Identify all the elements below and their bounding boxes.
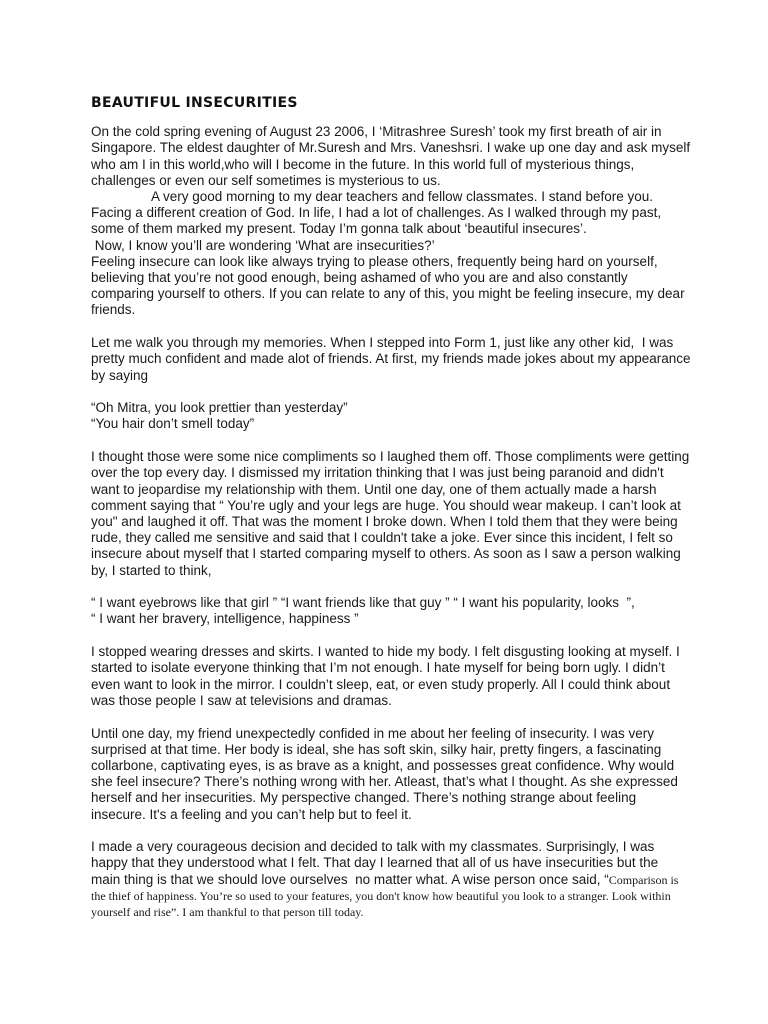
- paragraph-greeting: A very good morning to my dear teachers and fellow classmates. I stand before you. Facing a different creation of God. In life, I had a lot of challenges. As I walked through my past, some of them marked my present. Today I’m gonna talk about ‘beautiful insecures’.: [91, 189, 665, 237]
- paragraph-memories: Let me walk you through my memories. When I stepped into Form 1, just like any other kid, I was pretty much confident and made alot of friends. At first, my friends made jokes about my appearance by saying: [91, 335, 695, 383]
- paragraph-compliments: I thought those were some nice compliments so I laughed them off. Those compliments were getting over the top every day. I dismissed my irritation thinking that I was just being paranoid and didn't want to jeopardise my relationship with them. Until one day, one of them actually made a harsh comment saying that “ You’re ugly and your legs are huge. You should wear makeup. I can’t look at you" and laughed it off. That was the moment I broke down. When I told them that they were being rude, they called me sensitive and said that I couldn't take a joke. Ever since this incident, I felt so insecure about myself that I started comparing myself to others. As soon as I saw a person walking by, I started to think,: [91, 449, 694, 578]
- paragraph-conclusion: [91, 839, 691, 920]
- paragraph-gap: [91, 709, 691, 726]
- paragraph-intro: On the cold spring evening of August 23 2006, I ‘Mitrashree Suresh’ took my first breath of air in Singapore. The eldest daughter of Mr.Suresh and Mrs. Vaneshsri. I wake up one day and ask myself who am I in this world,who will I become in the future. In this world full of mysterious things, challenges or even our self sometimes is mysterious to us.: [91, 124, 694, 188]
- paragraph-isolation: I stopped wearing dresses and skirts. I wanted to hide my body. I felt disgusting looking at myself. I started to isolate everyone thinking that I’m not enough. I hate myself for being born ugly. I didn’t even want to look in the mirror. I couldn’t sleep, eat, or even study properly. All I could think about was those people I saw at televisions and dramas.: [91, 644, 684, 708]
- paragraph-gap: [91, 579, 691, 596]
- quote-wants-1: “ I want eyebrows like that girl ” “I want friends like that guy ” “ I want his popularity, looks ”,: [91, 595, 635, 611]
- document-title: BEAUTIFUL INSECURITIES: [91, 95, 298, 111]
- paragraph-gap: [91, 384, 691, 401]
- paragraph-gap: [91, 319, 691, 336]
- paragraph-gap: [91, 823, 691, 840]
- paragraph-gap: [91, 433, 691, 450]
- quote-line-1: “Oh Mitra, you look prettier than yesterday”: [91, 400, 348, 416]
- quote-line-2: “You hair don’t smell today”: [91, 416, 255, 432]
- paragraph-definition: Feeling insecure can look like always trying to please others, frequently being hard on yourself, believing that you’re not good enough, being ashamed of who you are and also constantly comparing yourself to others. If you can relate to any of this, you might be feeling insecure, my dear friends.: [91, 253, 689, 318]
- conclusion-quote: Comparison is the thief of happiness. You’re so used to your features, you don't know how beautiful you look to a stranger. Look within yourself and rise”. I am thankful to that person till today.: [91, 872, 682, 920]
- paragraph-question: Now, I know you’ll are wondering ‘What are insecurities?’: [91, 237, 435, 253]
- document-page: [91, 95, 695, 920]
- quote-wants-2: “ I want her bravery, intelligence, happiness ”: [91, 611, 359, 627]
- paragraph-friend: Until one day, my friend unexpectedly confided in me about her feeling of insecurity. I was very surprised at that time. Her body is ideal, she has soft skin, silky hair, pretty fingers, a fascinating collarbone, captivating eyes, is as brave as a knight, and possesses great confidence. Why would she feel insecure? There’s nothing wrong with her. Atleast, that’s what I thought. As she expressed herself and her insecurities. My perspective changed. There’s nothing strange about feeling insecure. It's a feeling and you can’t help but to feel it.: [91, 725, 682, 822]
- paragraph-gap: [91, 628, 691, 645]
- conclusion-text: I made a very courageous decision and decided to talk with my classmates. Surprisingly, I was happy that they understood what I felt. That day I learned that all of us have insecurities but the main thing is that we should love ourselves no matter what. A wise person once said, “: [91, 839, 662, 887]
